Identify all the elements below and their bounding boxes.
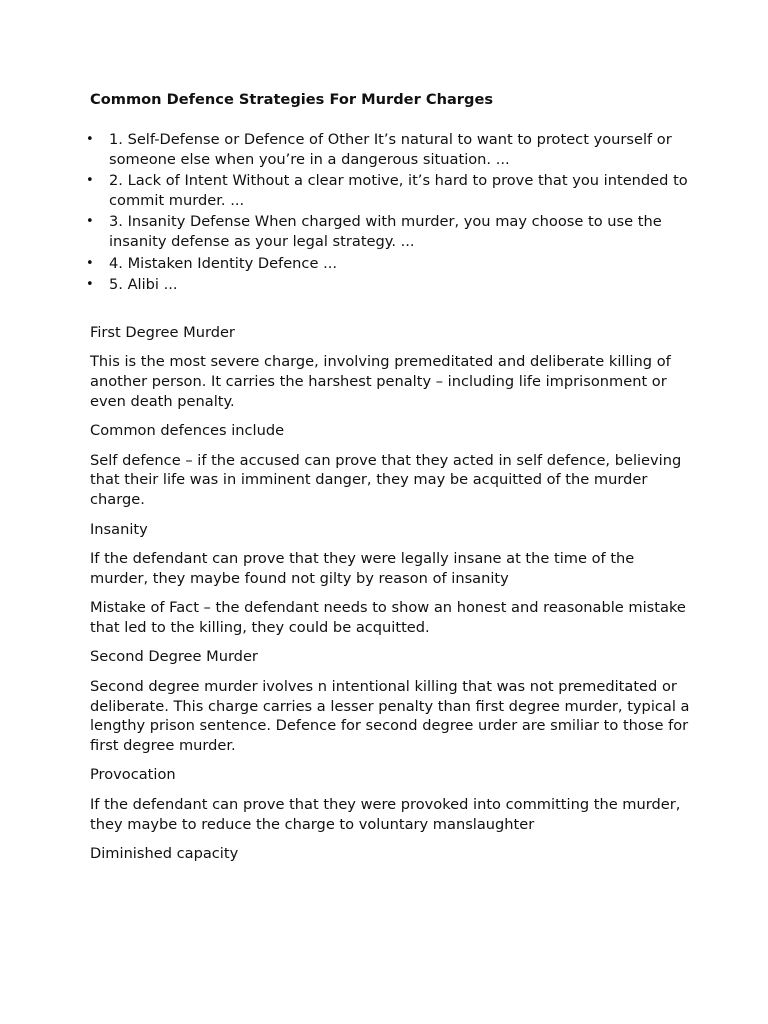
section-heading-second-degree: Second Degree Murder xyxy=(90,648,258,666)
list-item xyxy=(86,171,690,210)
section-heading-first-degree: First Degree Murder xyxy=(90,323,235,341)
bullet-icon: • xyxy=(86,255,94,271)
list-item-text: 3. Insanity Defense When charged with murder, you may choose to use the insanity defense as your legal strategy. ... xyxy=(109,213,662,250)
list-item-text: 5. Alibi ... xyxy=(109,276,178,294)
document-title: Common Defence Strategies For Murder Charges xyxy=(90,91,494,108)
bullet-icon: • xyxy=(86,214,94,230)
bullet-icon: • xyxy=(86,173,94,189)
list-item xyxy=(86,254,690,274)
section-heading-insanity: Insanity xyxy=(90,520,148,538)
paragraph: If the defendant can prove that they were legally insane at the time of the murder, they maybe found not gilty by reason of insanity xyxy=(90,550,635,587)
list-item-text: 4. Mistaken Identity Defence ... xyxy=(109,254,337,272)
bullet-icon: • xyxy=(86,277,94,293)
section-heading-diminished-capacity: Diminished capacity xyxy=(90,845,239,863)
list-item-text: 2. Lack of Intent Without a clear motive, it’s hard to prove that you intended to commit murder. ... xyxy=(109,172,688,209)
list-item xyxy=(86,275,690,295)
list-item xyxy=(86,130,690,169)
document-page xyxy=(86,90,690,874)
section-heading-provocation: Provocation xyxy=(90,766,176,784)
paragraph: Mistake of Fact – the defendant needs to show an honest and reasonable mistake that led to the killing, they could be acquitted. xyxy=(90,599,686,636)
bullet-icon: • xyxy=(86,132,94,147)
paragraph: Self defence – if the accused can prove that they acted in self defence, believing that their life was in imminent danger, they may be acquitted of the murder charge. xyxy=(90,451,682,508)
paragraph: This is the most severe charge, involving premeditated and deliberate killing of another person. It carries the harshest penalty – including life imprisonment or even death penalty. xyxy=(90,353,671,410)
list-item xyxy=(86,212,690,251)
list-item-text: 1. Self-Defense or Defence of Other It’s natural to want to protect yourself or someone else when you’re in a dangerous situation. ... xyxy=(109,131,672,168)
paragraph: If the defendant can prove that they were provoked into committing the murder, they maybe to reduce the charge to voluntary manslaughter xyxy=(90,796,681,833)
paragraph: Second degree murder ivolves n intentional killing that was not premeditated or deliberate. This charge carries a lesser penalty than first degree murder, typical a lengthy prison sentence. Defence for second degree urder are smiliar to those for first degree murder. xyxy=(90,678,690,754)
defence-strategy-list xyxy=(86,130,690,295)
paragraph: Common defences include xyxy=(90,422,285,440)
